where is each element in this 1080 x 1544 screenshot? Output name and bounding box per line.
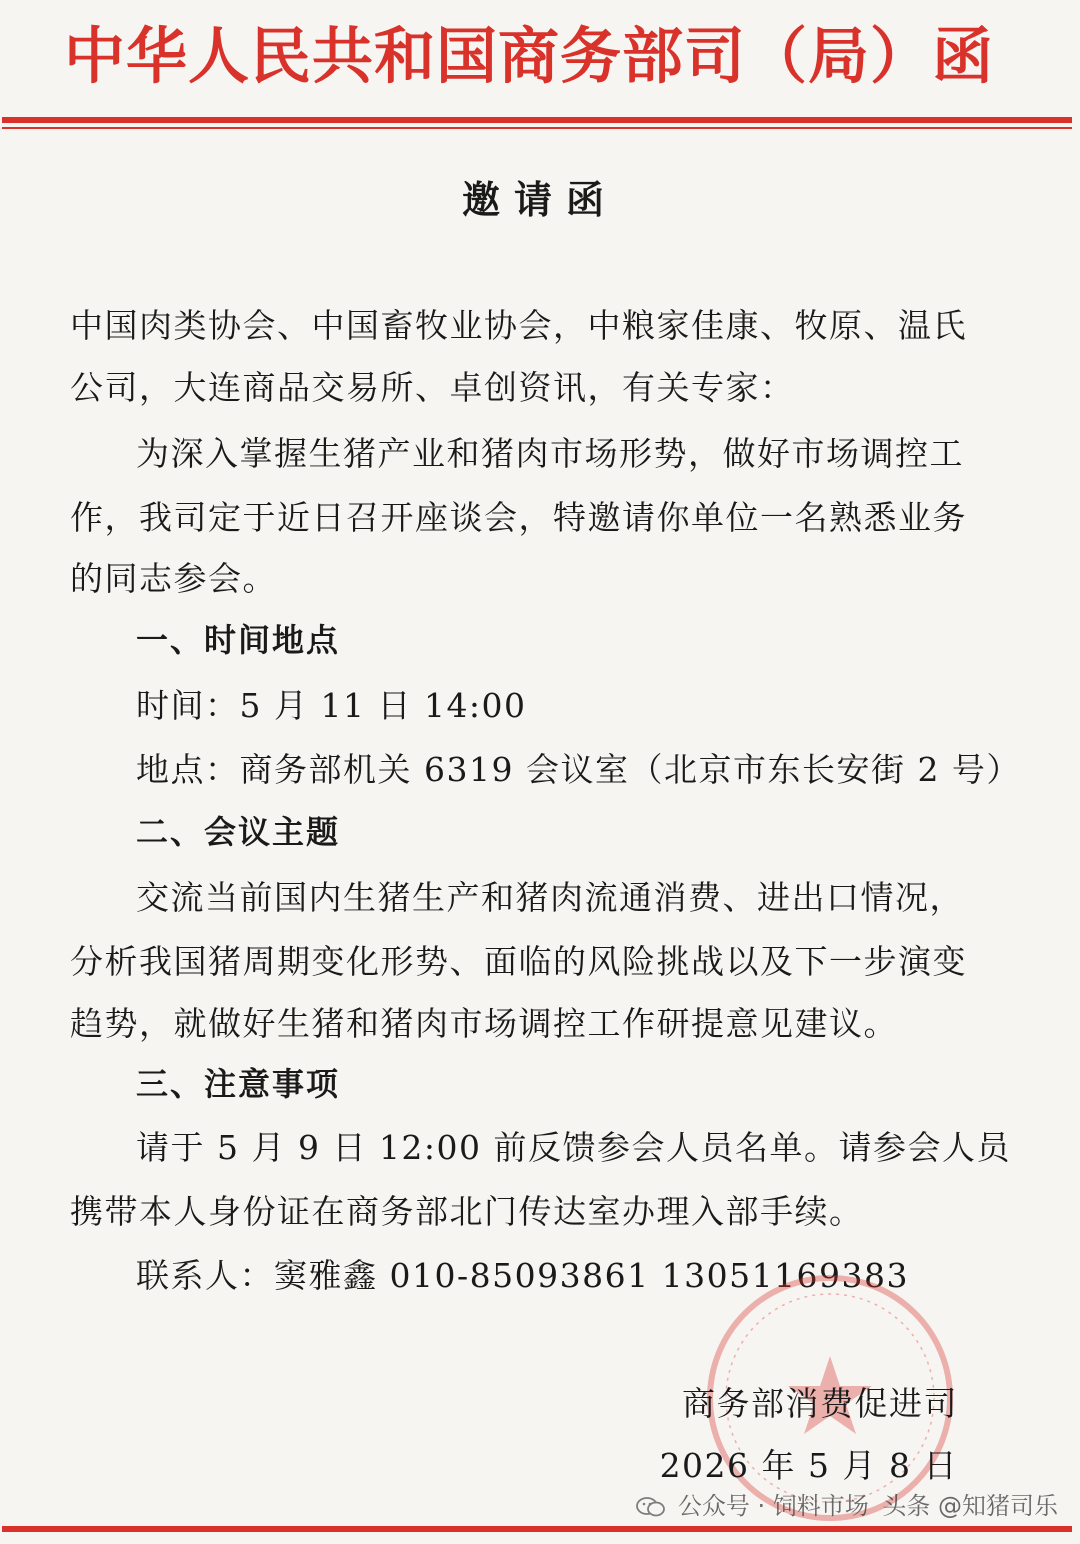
topic-line-2: 分析我国猪周期变化形势、面临的风险挑战以及下一步演变	[70, 942, 967, 981]
letterhead-rule-thin	[2, 127, 1072, 129]
signature-organization: 商务部消费促进司	[682, 1384, 958, 1423]
section-heading-topic: 二、会议主题	[136, 813, 341, 851]
topic-line-3: 趋势，就做好生猪和猪肉市场调控工作研提意见建议。	[70, 1004, 898, 1043]
note-line-1: 请于 5 月 9 日 12:00 前反馈参会人员名单。请参会人员	[136, 1128, 1012, 1167]
note-line-2: 携带本人身份证在商务部北门传达室办理入部手续。	[70, 1192, 864, 1231]
addressee-line-1: 中国肉类协会、中国畜牧业协会，中粮家佳康、牧原、温氏	[70, 306, 967, 345]
contact-line: 联系人：窦雅鑫 010-85093861 13051169383	[136, 1256, 910, 1295]
intro-line-3: 的同志参会。	[70, 559, 277, 598]
addressee-line-2: 公司，大连商品交易所、卓创资讯，有关专家：	[70, 368, 795, 407]
topic-line-1: 交流当前国内生猪生产和猪肉流通消费、进出口情况，	[136, 878, 964, 917]
watermark-overlay-text: 头条 @知猪司乐	[882, 1492, 1058, 1520]
document-title: 邀请函	[461, 178, 618, 222]
meeting-place: 地点：商务部机关 6319 会议室（北京市东长安街 2 号）	[136, 750, 1021, 789]
meeting-time: 时间：5 月 11 日 14:00	[136, 686, 527, 725]
intro-line-2: 作，我司定于近日召开座谈会，特邀请你单位一名熟悉业务	[70, 498, 967, 537]
intro-line-1: 为深入掌握生猪产业和猪肉市场形势，做好市场调控工	[136, 434, 964, 473]
watermark	[636, 1486, 1058, 1521]
section-heading-notes: 三、注意事项	[136, 1065, 341, 1103]
section-heading-time-place: 一、时间地点	[136, 621, 341, 659]
letterhead-title: 中华人民共和国商务部司（局）函	[64, 21, 995, 92]
signature-date: 2026 年 5 月 8 日	[659, 1446, 958, 1485]
letterhead-rule-thick	[2, 117, 1072, 123]
watermark-text: 公众号 · 饲料市场	[677, 1492, 869, 1520]
footer-rule	[2, 1526, 1072, 1532]
wechat-icon	[636, 1496, 666, 1518]
